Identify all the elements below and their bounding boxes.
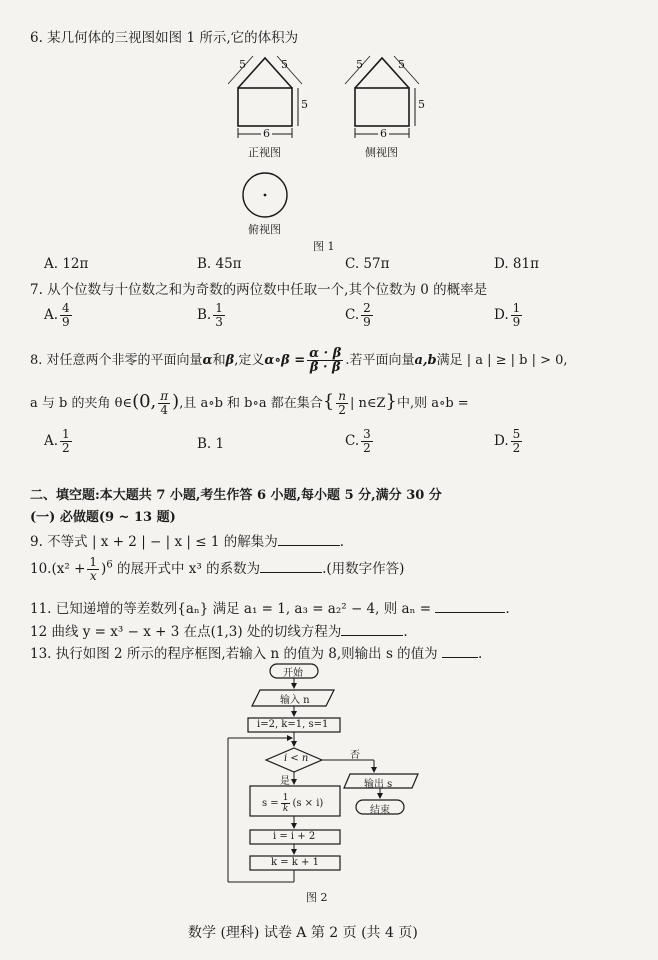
side-dim-height: 5 bbox=[418, 98, 425, 111]
side-view-label: 侧视图 bbox=[365, 146, 398, 159]
flow-assign-s: s = $\frac{1}{k}$ (s × i) bbox=[262, 793, 324, 814]
figure1-label: 图 1 bbox=[313, 240, 335, 253]
page-footer: 数学 (理科) 试卷 A 第 2 页 (共 4 页) bbox=[188, 925, 418, 941]
flow-output: 输出 s bbox=[364, 779, 393, 790]
q8-line1: 8. 对任意两个非零的平面向量α和β,定义α∘β = $\frac{\alpha \cdot \beta}{\beta \cdot \beta}$ .若平面向量a,b满足 | a | ≥ | b | > 0, bbox=[30, 346, 568, 375]
flow-condition: i < n bbox=[284, 753, 309, 764]
q6-option-a: A. 12π bbox=[44, 256, 89, 272]
q13: 13. 执行如图 2 所示的程序框图,若输入 n 的值为 8,则输出 s 的值为 . bbox=[30, 646, 483, 662]
q7-option-a: A. $\frac{4}{9}$ bbox=[44, 301, 70, 329]
q7-option-b: B. $\frac{1}{3}$ bbox=[197, 301, 223, 329]
q10: 10.(x² + $\frac{1}{x}$ )$^6$ 的展开式中 x³ 的系数为 .(用数字作答) bbox=[30, 555, 405, 583]
flow-assign-k: k = k + 1 bbox=[271, 857, 319, 868]
q6-option-c: C. 57π bbox=[345, 256, 390, 272]
q12: 12 曲线 y = x³ − x + 3 在点(1,3) 处的切线方程为 . bbox=[30, 624, 408, 640]
flow-init: i=2, k=1, s=1 bbox=[257, 719, 329, 730]
flow-input: 输入 n bbox=[280, 695, 310, 706]
q8-line2: a 与 b 的夹角 θ∈(0, $\frac{\pi}{4}$ ),且 a∘b 和 b∘a 都在集合{ $\frac{n}{2}$ | n∈Z}中,则 a∘b = bbox=[30, 389, 469, 417]
front-dim-height: 5 bbox=[301, 98, 308, 111]
q7-option-d: D. $\frac{1}{9}$ bbox=[494, 301, 521, 329]
front-view-label: 正视图 bbox=[248, 146, 281, 159]
q7-stem: 7. 从个位数与十位数之和为奇数的两位数中任取一个,其个位数为 0 的概率是 bbox=[30, 282, 488, 298]
flow-no-label: 否 bbox=[350, 750, 360, 761]
q6-option-b: B. 45π bbox=[197, 256, 242, 272]
side-dim-left: 5 bbox=[356, 58, 363, 71]
side-dim-width: 6 bbox=[380, 127, 387, 140]
q6-option-d: D. 81π bbox=[494, 256, 539, 272]
q11: 11. 已知递增的等差数列{aₙ} 满足 a₁ = 1, a₃ = a₂² − 4, 则 aₙ = . bbox=[30, 601, 510, 617]
flow-start: 开始 bbox=[283, 668, 303, 679]
q7-option-c: C. $\frac{2}{9}$ bbox=[345, 301, 371, 329]
q8-option-b: B. 1 bbox=[197, 436, 225, 452]
flow-end: 结束 bbox=[370, 805, 390, 816]
side-dim-right: 5 bbox=[398, 58, 405, 71]
top-view-diagram bbox=[243, 173, 287, 217]
figure2-label: 图 2 bbox=[306, 891, 328, 904]
q8-option-d: D. $\frac{5}{2}$ bbox=[494, 427, 521, 455]
top-view-label: 俯视图 bbox=[248, 223, 281, 236]
q9: 9. 不等式 | x + 2 | − | x | ≤ 1 的解集为 . bbox=[30, 534, 344, 550]
front-dim-left: 5 bbox=[239, 58, 246, 71]
q8-option-a: A. $\frac{1}{2}$ bbox=[44, 427, 70, 455]
q8-option-c: C. $\frac{3}{2}$ bbox=[345, 427, 371, 455]
section2-subtitle: (一) 必做题(9 ~ 13 题) bbox=[30, 510, 176, 525]
flow-assign-i: i = i + 2 bbox=[273, 831, 316, 842]
front-dim-right: 5 bbox=[281, 58, 288, 71]
q6-stem: 6. 某几何体的三视图如图 1 所示,它的体积为 bbox=[30, 30, 299, 46]
section2-title: 二、填空题:本大题共 7 小题,考生作答 6 小题,每小题 5 分,满分 30 分 bbox=[30, 488, 442, 503]
front-dim-width: 6 bbox=[263, 127, 270, 140]
flow-yes-label: 是 bbox=[280, 776, 290, 787]
flowchart-diagram bbox=[222, 660, 432, 890]
